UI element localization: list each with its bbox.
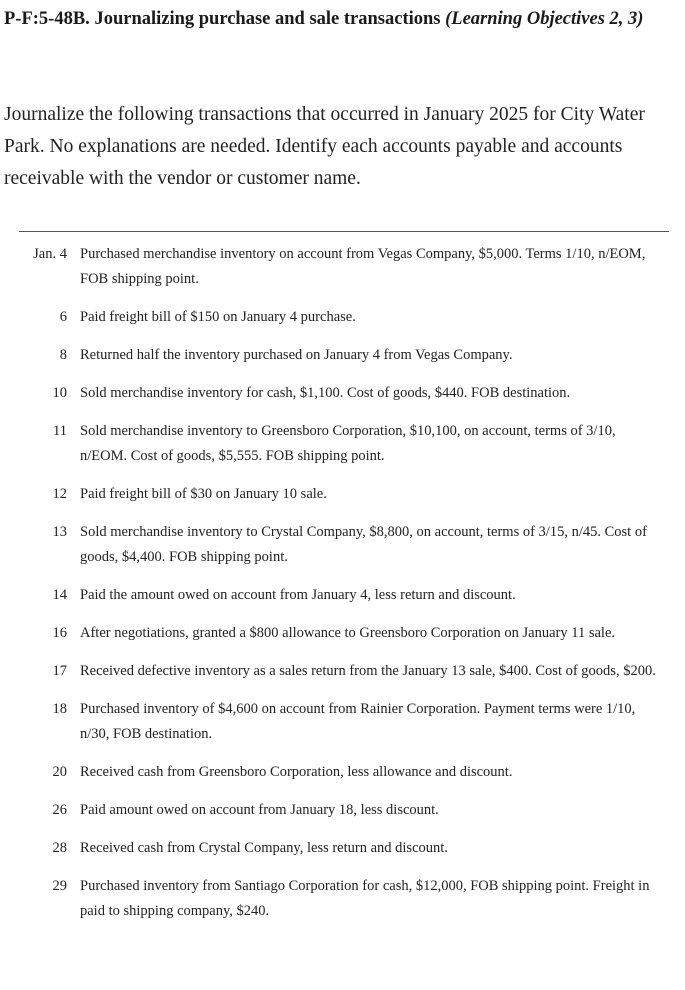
transaction-row	[0, 305, 685, 330]
transaction-row	[0, 242, 685, 292]
transaction-description: Received defective inventory as a sales return from the January 13 sale, $400. Cost of goods, $200.	[80, 663, 656, 679]
transaction-date: 8	[59, 347, 67, 363]
transaction-date: 6	[59, 309, 67, 325]
transaction-date: 12	[52, 486, 67, 502]
transaction-row	[0, 583, 685, 608]
transaction-list	[0, 242, 685, 937]
transaction-date: Jan. 4	[33, 246, 67, 262]
transaction-date: 29	[52, 878, 67, 894]
transaction-date: 10	[52, 385, 67, 401]
learning-objectives: (Learning Objectives 2, 3)	[445, 9, 644, 29]
transaction-description: Sold merchandise inventory to Greensboro Corporation, $10,100, on account, terms of 3/10, n/EOM. Cost of goods, $5,555. FOB shipping point.	[80, 423, 616, 464]
transaction-date: 13	[52, 524, 67, 540]
transaction-row	[0, 621, 685, 646]
instructions-paragraph: Journalize the following transactions that occurred in January 2025 for City Water Park. No explanations are needed. Identify each accounts payable and accounts receivable with the vendor or customer name.	[4, 104, 645, 189]
transaction-date: 14	[52, 587, 67, 603]
transaction-date: 20	[52, 764, 67, 780]
transaction-description: Paid the amount owed on account from January 4, less return and discount.	[80, 587, 516, 603]
transaction-description: Sold merchandise inventory to Crystal Company, $8,800, on account, terms of 3/15, n/45. Cost of goods, $4,400. FOB shipping point.	[80, 524, 647, 565]
transaction-description: After negotiations, granted a $800 allowance to Greensboro Corporation on January 11 sale.	[80, 625, 615, 641]
problem-title: Journalizing purchase and sale transactions	[94, 9, 441, 29]
transaction-row	[0, 659, 685, 684]
transaction-description: Paid freight bill of $150 on January 4 purchase.	[80, 309, 356, 325]
transaction-date: 11	[53, 423, 67, 439]
transaction-description: Sold merchandise inventory for cash, $1,100. Cost of goods, $440. FOB destination.	[80, 385, 571, 401]
transaction-date: 26	[52, 802, 67, 818]
transaction-description: Purchased inventory of $4,600 on account from Rainier Corporation. Payment terms were 1/10, n/30, FOB destination.	[80, 701, 636, 742]
problem-heading	[4, 4, 682, 34]
transaction-row	[0, 419, 685, 469]
transaction-description: Received cash from Crystal Company, less return and discount.	[80, 840, 448, 856]
transaction-row	[0, 760, 685, 785]
transaction-description: Paid amount owed on account from January 18, less discount.	[80, 802, 439, 818]
transaction-date: 17	[52, 663, 67, 679]
transaction-description: Purchased inventory from Santiago Corporation for cash, $12,000, FOB shipping point. Freight in paid to shipping company, $240.	[80, 878, 650, 919]
transaction-date: 16	[52, 625, 67, 641]
divider	[19, 231, 669, 232]
transaction-date: 28	[52, 840, 67, 856]
transaction-description: Paid freight bill of $30 on January 10 sale.	[80, 486, 327, 502]
transaction-description: Returned half the inventory purchased on January 4 from Vegas Company.	[80, 347, 513, 363]
problem-code: P-F:5-48B.	[4, 9, 90, 29]
transaction-row	[0, 836, 685, 861]
transaction-row	[0, 874, 685, 924]
transaction-row	[0, 520, 685, 570]
transaction-description: Received cash from Greensboro Corporation, less allowance and discount.	[80, 764, 513, 780]
transaction-row	[0, 343, 685, 368]
transaction-row	[0, 798, 685, 823]
transaction-row	[0, 381, 685, 406]
transaction-row	[0, 482, 685, 507]
transaction-date: 18	[52, 701, 67, 717]
transaction-row	[0, 697, 685, 747]
transaction-description: Purchased merchandise inventory on account from Vegas Company, $5,000. Terms 1/10, n/EOM, FOB shipping point.	[80, 246, 646, 287]
